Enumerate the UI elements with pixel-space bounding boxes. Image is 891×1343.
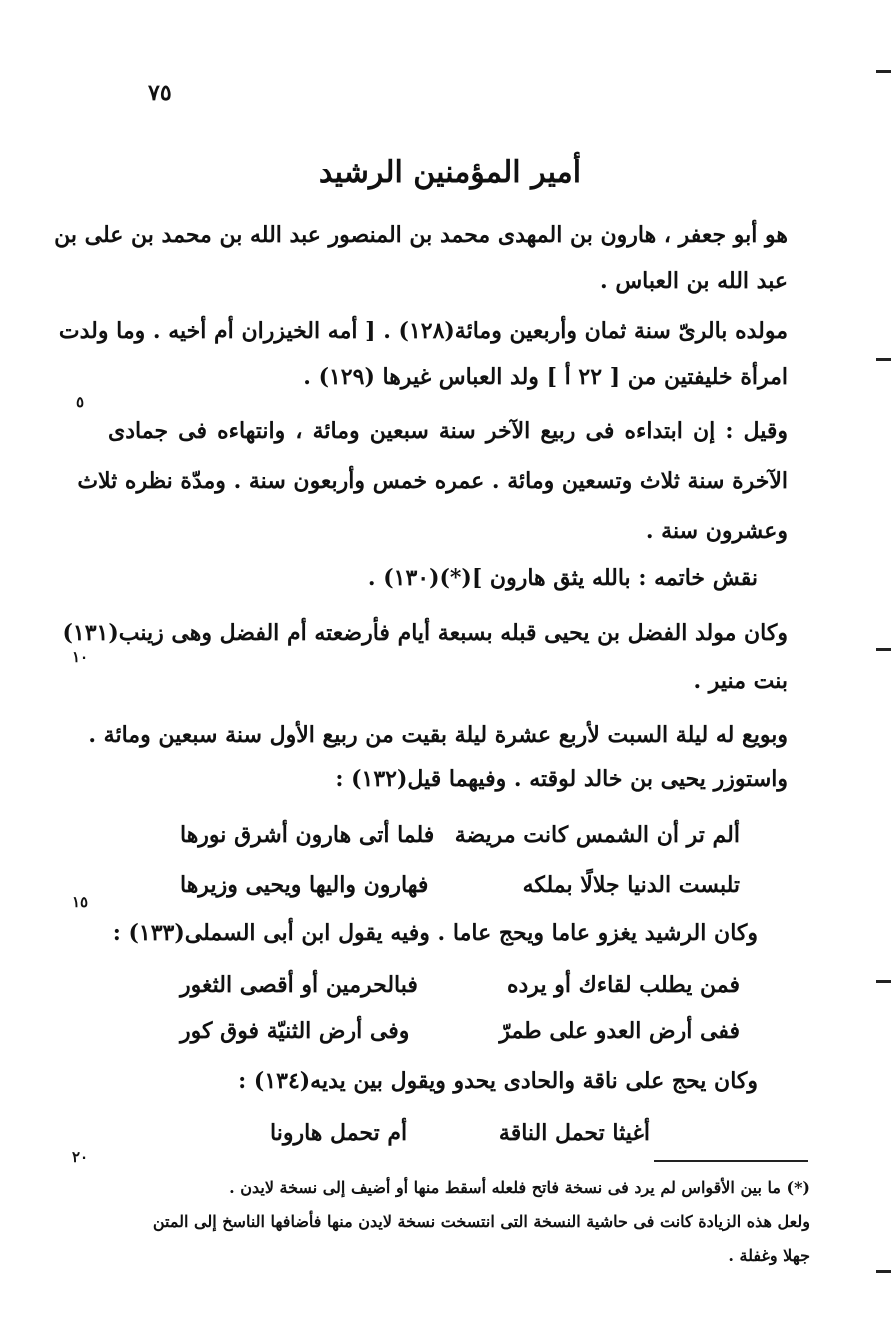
footnote-divider — [654, 1160, 808, 1162]
text-line: هو أبو جعفر ، هارون بن المهدى محمد بن المنصور عبد الله بن محمد بن على بن — [54, 222, 788, 248]
verse-line — [180, 872, 740, 906]
verse-line — [270, 1120, 650, 1154]
text-line: وكان مولد الفضل بن يحيى قبله بسبعة أيام فأرضعته أم الفضل وهى زينب(١٣١) — [62, 620, 788, 646]
footnote-line: جهلا وغفلة . — [728, 1246, 810, 1265]
text-line: وبويع له ليلة السبت لأربع عشرة ليلة بقيت من ربيع الأول سنة سبعين ومائة . — [88, 722, 788, 748]
verse-hemistich-second: أم تحمل هارونا — [270, 1120, 408, 1146]
text-line: مولده بالرىّ سنة ثمان وأربعين ومائة(١٢٨) . [ أمه الخيزران أم أخيه . وما ولدت — [58, 318, 788, 344]
verse-hemistich-second: فلما أتى هارون أشرق نورها — [180, 822, 435, 848]
verse-hemistich-first: فمن يطلب لقاءك أو يرده — [506, 972, 740, 998]
text-line: الآخرة سنة ثلاث وتسعين ومائة . عمره خمس وأربعون سنة . ومدّة نظره ثلاث — [77, 468, 788, 494]
margin-line-number: ١٥ — [71, 893, 89, 911]
margin-line-number: ٥ — [75, 393, 85, 411]
margin-line-number: ١٠ — [71, 648, 89, 666]
paragraph-2 — [58, 318, 788, 398]
verse-hemistich-first: ففى أرض العدو على طمرّ — [499, 1018, 740, 1044]
edge-tick — [876, 980, 891, 983]
paragraph-7 — [108, 920, 788, 954]
paragraph-3 — [77, 418, 788, 548]
edge-tick — [876, 648, 891, 651]
page-number: ٧٥ — [148, 80, 172, 106]
text-line: وعشرون سنة . — [645, 518, 788, 544]
text-line: بنت منير . — [693, 668, 788, 694]
verse-hemistich-first: ألم تر أن الشمس كانت مريضة — [454, 822, 740, 848]
text-line: نقش خاتمه : بالله يثق هارون ](*)(١٣٠) . — [367, 565, 758, 591]
paragraph-6 — [88, 722, 788, 802]
chapter-title: أمير المؤمنين الرشيد — [318, 155, 582, 190]
verse-line — [180, 972, 740, 1006]
verse-hemistich-second: فبالحرمين أو أقصى الثغور — [180, 972, 418, 998]
paragraph-8 — [108, 1068, 788, 1102]
text-line: امرأة خليفتين من [ ٢٢ أ ] ولد العباس غيرها (١٢٩) . — [303, 364, 788, 390]
footnote-line: (*) ما بين الأقواس لم يرد فى نسخة فاتح فلعله أسقط منها أو أضيف إلى نسخة لايدن . — [229, 1178, 810, 1197]
text-line: وقيل : إن ابتداءه فى ربيع الآخر سنة سبعين ومائة ، وانتهاءه فى جمادى — [108, 418, 788, 444]
verse-hemistich-second: فهارون واليها ويحيى وزيرها — [180, 872, 429, 898]
edge-tick — [876, 70, 891, 73]
paragraph-4 — [108, 565, 788, 599]
margin-line-number: ٢٠ — [71, 1148, 89, 1166]
footnote-line: ولعل هذه الزيادة كانت فى حاشية النسخة التى انتسخت نسخة لايدن منها فأضافها الناسخ إلى المتن — [152, 1212, 810, 1231]
text-line: عبد الله بن العباس . — [600, 268, 788, 294]
verse-hemistich-second: وفى أرض الثنيّة فوق كور — [180, 1018, 410, 1044]
verse-hemistich-first: أغيثا تحمل الناقة — [498, 1120, 650, 1146]
paragraph-1 — [54, 222, 788, 302]
text-line: وكان الرشيد يغزو عاما ويحج عاما . وفيه يقول ابن أبى السملى(١٣٣) : — [112, 920, 758, 946]
text-line: واستوزر يحيى بن خالد لوقته . وفيهما قيل(١٣٢) : — [335, 766, 788, 792]
verse-line — [180, 822, 740, 856]
edge-tick — [876, 1270, 891, 1273]
verse-line — [180, 1018, 740, 1052]
edge-tick — [876, 358, 891, 361]
text-line: وكان يحج على ناقة والحادى يحدو ويقول بين يديه(١٣٤) : — [238, 1068, 758, 1094]
verse-hemistich-first: تلبست الدنيا جلالًا بملكه — [522, 872, 740, 898]
